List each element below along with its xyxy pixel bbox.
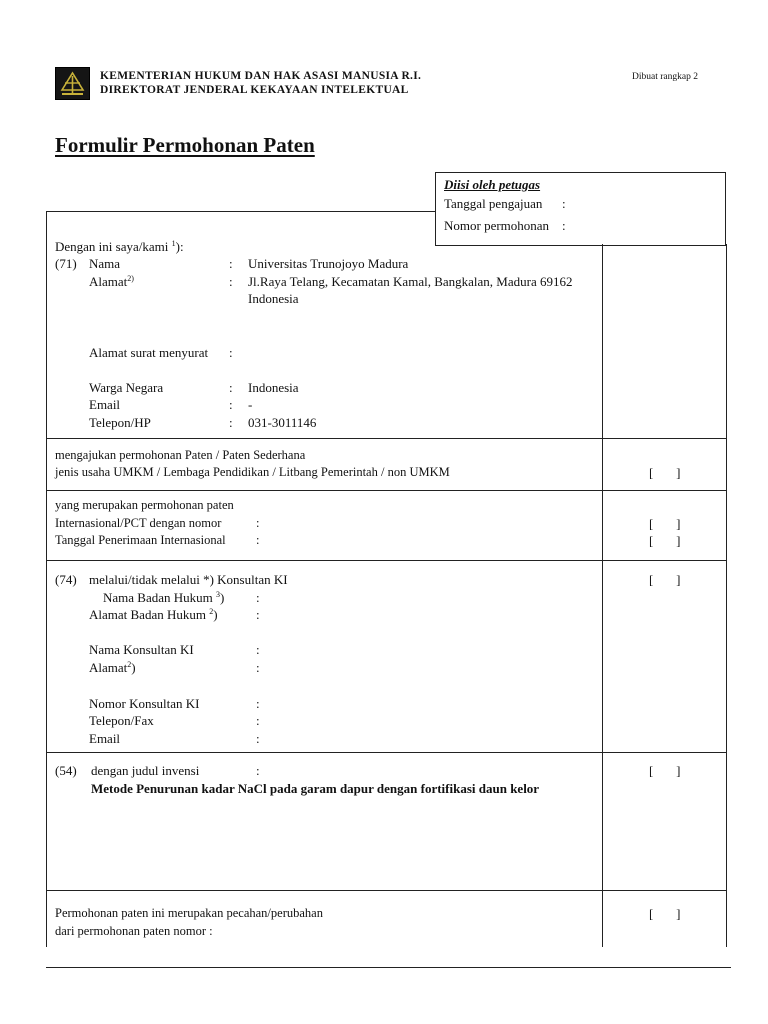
address-line1: Jl.Raya Telang, Kecamatan Kamal, Bangkalan, Madura 69162	[248, 274, 573, 289]
citizenship-label: Warga Negara	[89, 380, 164, 395]
form-title: Formulir Permohonan Paten	[55, 133, 315, 157]
invention-checkbox[interactable]: [ ]	[649, 763, 681, 778]
email-colon: :	[229, 397, 233, 412]
copies-note: Dibuat rangkap 2	[632, 72, 698, 82]
applicant-code: (71)	[55, 256, 77, 271]
firm-name-sup: 3	[216, 590, 221, 599]
phone-value: 031-3011146	[248, 415, 317, 430]
pct-number-colon: :	[256, 516, 260, 530]
consultant-checkbox[interactable]: [ ]	[649, 572, 681, 587]
consultant-code: (74)	[55, 572, 77, 587]
page-bottom-rule	[46, 967, 731, 968]
ministry-logo	[55, 67, 90, 100]
address-sup: 2)	[127, 274, 134, 283]
applicant-intro	[55, 239, 184, 255]
app-number-label: Nomor permohonan	[444, 218, 550, 233]
filing-date-label: Tanggal pengajuan	[444, 196, 543, 211]
firm-address-sup: 2	[209, 607, 214, 616]
filing-date-colon: :	[562, 196, 566, 211]
address-line2: Indonesia	[248, 291, 299, 306]
phone-fax-label: Telepon/Fax	[89, 713, 154, 728]
email-value: -	[248, 397, 253, 412]
address-colon: :	[229, 274, 233, 289]
firm-address-colon: :	[256, 607, 260, 622]
ministry-emblem-icon	[56, 68, 89, 99]
firm-name-paren: )	[220, 590, 225, 605]
name-colon: :	[229, 256, 233, 271]
applicant-intro-text: Dengan ini saya/kami	[55, 239, 169, 254]
firm-name-wrap	[103, 590, 224, 606]
mail-address-colon: :	[229, 345, 233, 360]
invention-code: (54)	[55, 763, 77, 778]
section-divider-4	[46, 752, 727, 753]
name-label: Nama	[89, 256, 121, 271]
form-left-border	[46, 211, 47, 947]
application-type-line1: mengajukan permohonan Paten / Paten Sederhana	[55, 448, 306, 462]
pct-date-checkbox[interactable]: [ ]	[649, 533, 681, 548]
citizenship-value: Indonesia	[248, 380, 299, 395]
consultant-email-colon: :	[256, 731, 260, 746]
phone-colon: :	[229, 415, 233, 430]
form-column-divider	[602, 244, 603, 947]
applicant-intro-sup: 1	[171, 239, 176, 248]
consultant-name-colon: :	[256, 642, 260, 657]
applicant-intro-suffix: ):	[175, 239, 184, 254]
consultant-address-wrap	[89, 660, 136, 676]
consultant-address-paren: )	[131, 660, 136, 675]
email-label: Email	[89, 397, 121, 412]
pct-date-label: Tanggal Penerimaan Internasional	[55, 533, 226, 547]
firm-address-wrap	[89, 607, 218, 623]
phone-fax-colon: :	[256, 713, 260, 728]
invention-title-colon: :	[256, 763, 260, 778]
application-type-line2: jenis usaha UMKM / Lembaga Pendidikan / Litbang Pemerintah / non UMKM	[55, 465, 450, 479]
consultant-intro: melalui/tidak melalui *) Konsultan KI	[89, 572, 288, 587]
division-line2: dari permohonan paten nomor :	[55, 924, 213, 938]
address-label: Alamat	[89, 274, 128, 289]
form-top-border	[46, 211, 435, 212]
application-type-checkbox[interactable]: [ ]	[649, 465, 681, 480]
consultant-number-label: Nomor Konsultan KI	[89, 696, 200, 711]
consultant-email-label: Email	[89, 731, 121, 746]
ministry-name: KEMENTERIAN HUKUM DAN HAK ASASI MANUSIA R.I.	[100, 70, 422, 82]
name-value: Universitas Trunojoyo Madura	[248, 256, 409, 271]
section-divider-2	[46, 490, 727, 491]
officer-box-heading: Diisi oleh petugas	[444, 177, 541, 192]
pct-line1: yang merupakan permohonan paten	[55, 498, 234, 512]
pct-date-colon: :	[256, 533, 260, 547]
consultant-address-label: Alamat	[89, 660, 128, 675]
section-divider-5	[46, 890, 727, 891]
address-label-wrap	[89, 274, 134, 290]
firm-address-label: Alamat Badan Hukum	[89, 607, 206, 622]
mail-address-label: Alamat surat menyurat	[89, 345, 209, 360]
app-number-colon: :	[562, 218, 566, 233]
pct-number-label: Internasional/PCT dengan nomor	[55, 516, 222, 530]
section-divider-3	[46, 560, 727, 561]
pct-number-checkbox[interactable]: [ ]	[649, 516, 681, 531]
citizenship-colon: :	[229, 380, 233, 395]
invention-title-value: Metode Penurunan kadar NaCl pada garam dapur dengan fortifikasi daun kelor	[91, 781, 540, 796]
firm-name-label: Nama Badan Hukum	[103, 590, 213, 605]
form-right-border	[726, 244, 727, 947]
division-checkbox[interactable]: [ ]	[649, 906, 681, 921]
invention-title-label: dengan judul invensi	[91, 763, 200, 778]
consultant-address-sup: 2	[127, 660, 132, 669]
consultant-name-label: Nama Konsultan KI	[89, 642, 194, 657]
directorate-name: DIREKTORAT JENDERAL KEKAYAAN INTELEKTUAL	[100, 84, 409, 96]
consultant-number-colon: :	[256, 696, 260, 711]
division-line1: Permohonan paten ini merupakan pecahan/perubahan	[55, 906, 323, 920]
consultant-address-colon: :	[256, 660, 260, 675]
firm-name-colon: :	[256, 590, 260, 605]
firm-address-paren: )	[213, 607, 218, 622]
section-divider-1	[46, 438, 727, 439]
phone-label: Telepon/HP	[89, 415, 151, 430]
